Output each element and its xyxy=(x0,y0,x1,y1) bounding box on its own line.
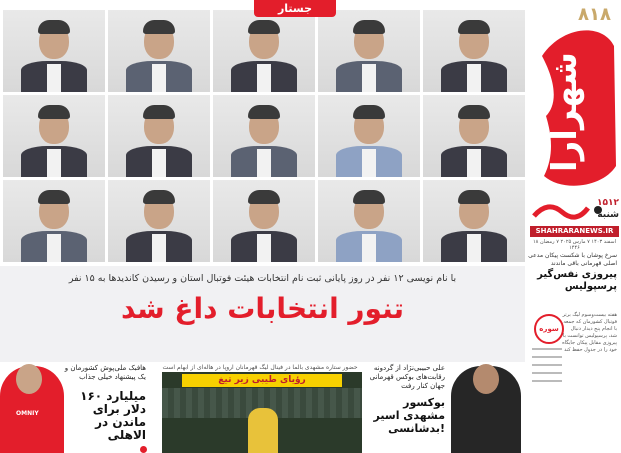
site-band xyxy=(528,196,621,251)
story-right-headline: بوکسور مشهدی اسیر بدشانسی! xyxy=(373,396,445,435)
candidate-photo xyxy=(213,10,315,92)
section-tag: جستار xyxy=(254,0,336,17)
side-story-body: هفته بیست‌وسوم لیگ برتر فوتبال کشورمان که جمعه با انجام پنج دیدار دنبال شد، پرسپولیس توانست با پیروزی مقابل پیکان جایگاه خود را در جدول حفظ کند xyxy=(562,312,617,353)
story-right xyxy=(365,362,525,453)
masthead-issue-mark: ۸۱۸ xyxy=(578,4,611,25)
story-right-kicker: علی حبیبی‌نژاد از گردونه رقابت‌های بوکس قهرمانی جهان کنار رفت xyxy=(369,364,445,390)
candidate-photo xyxy=(108,180,210,262)
side-story-kicker: سرخ پوشان با شکست پیکان مدعی اصلی قهرمانی باقی ماندند xyxy=(528,252,617,267)
svg-text:شهرآرا: شهرآرا xyxy=(545,52,585,172)
candidate-photo xyxy=(3,10,105,92)
side-story xyxy=(528,252,621,453)
site-url: SHAHRARANEWS.IR xyxy=(530,226,619,237)
candidate-photo xyxy=(213,95,315,177)
candidate-photo xyxy=(318,10,420,92)
story-mid-tag: رؤیای طیبی زیر تیغ xyxy=(182,374,342,387)
masthead xyxy=(528,0,621,195)
footballer-photo xyxy=(0,366,64,453)
story-left-headline: ۱۶۰ میلیارد دلار برای ماندن در الاهلی xyxy=(80,389,146,442)
candidate-photo xyxy=(423,10,525,92)
story-mid xyxy=(162,372,362,453)
candidate-photo xyxy=(108,95,210,177)
issue-day: شنبه xyxy=(597,210,619,220)
candidate-photo xyxy=(318,180,420,262)
bottom-stories xyxy=(0,362,525,453)
goalkeeper-photo xyxy=(248,408,278,453)
issue-number: ۱۵۱۲ xyxy=(597,198,619,208)
side-story-rules xyxy=(532,348,562,388)
side-story-headline: پیروزی نفس‌گیر پرسپولیس xyxy=(537,269,617,292)
story-mid-strap: حضور ستاره مشهدی بالما در فینال لیگ قهرمانان اروپا در هاله‌ای از ابهام است xyxy=(162,364,358,371)
masthead-logo xyxy=(532,16,618,192)
candidate-photo-grid xyxy=(3,10,525,262)
boxer-photo xyxy=(451,366,521,453)
candidate-photo xyxy=(3,95,105,177)
candidate-photo xyxy=(318,95,420,177)
main-subhead: با نام نویسی ۱۲ نفر در روز پایانی ثبت نام انتخابات هیئت فوتبال استان و رسیدن کاندیدها به ۱۵ نفر xyxy=(68,273,457,284)
main-headline: تنور انتخابات داغ شد xyxy=(120,292,405,325)
story-left xyxy=(0,362,150,453)
side-story-badge: سوره xyxy=(534,314,564,344)
story-left-kicker: هافبک ملی‌پوش کشورمان و یک پیشنهاد خیلی جذاب xyxy=(64,364,146,381)
candidate-photo xyxy=(423,95,525,177)
candidate-photo xyxy=(213,180,315,262)
candidate-photo xyxy=(108,10,210,92)
candidate-photo xyxy=(423,180,525,262)
candidate-photo xyxy=(3,180,105,262)
issue-date: ۱۸ اسفند ۱۴۰۳ ۷ مارس ۲۰۲۵ ۷ رمضان ۱۴۴۶ xyxy=(533,239,616,251)
jersey-sponsor: OMNIY xyxy=(16,410,39,417)
bullet-icon xyxy=(140,446,147,453)
main-headline-band xyxy=(0,266,525,362)
